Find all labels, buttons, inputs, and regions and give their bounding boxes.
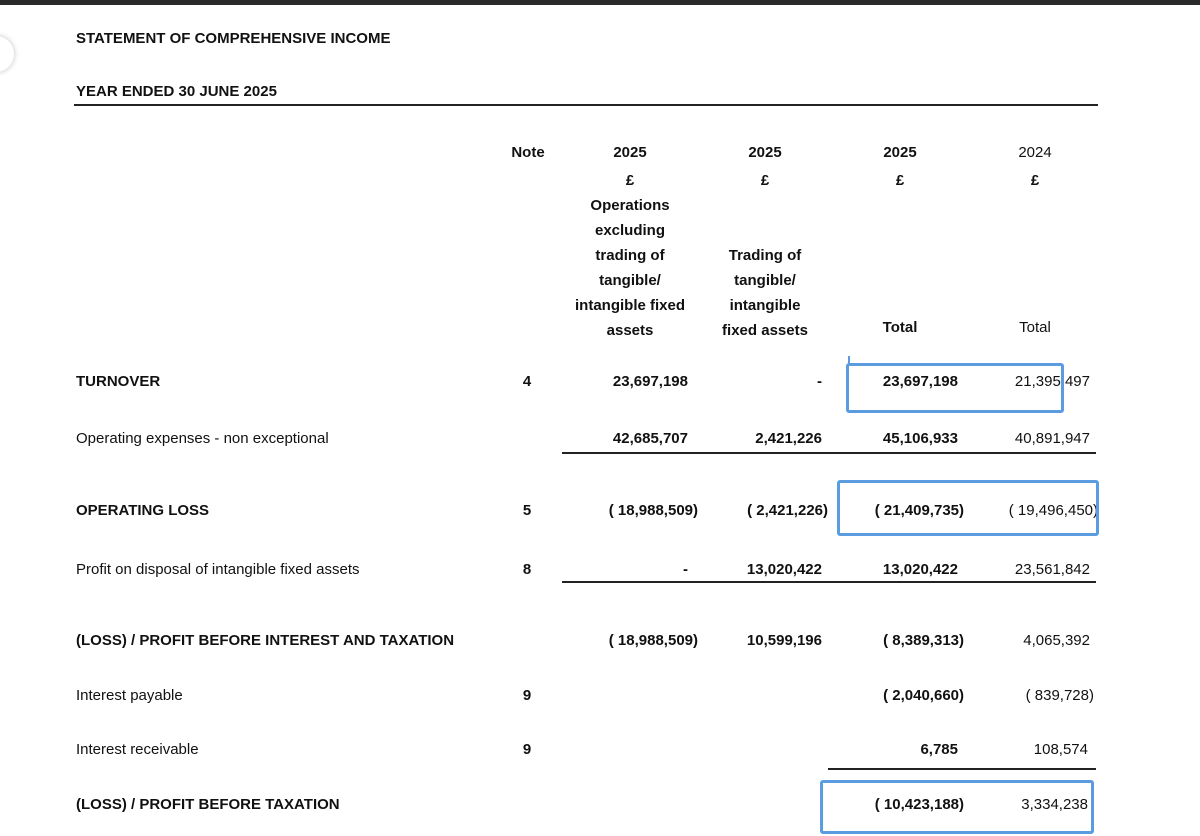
highlight-box-operating-loss bbox=[837, 480, 1099, 536]
row-value-col4: 21,395,497 bbox=[1014, 373, 1090, 390]
row-value-col4: 40,891,947 bbox=[1014, 430, 1090, 447]
row-note: 4 bbox=[522, 373, 532, 390]
row-note: 5 bbox=[522, 502, 532, 519]
subtotal-rule bbox=[562, 581, 1096, 583]
col2-description: Trading of tangible/ intangible fixed assets bbox=[722, 247, 808, 339]
row-label-interest-receivable: Interest receivable bbox=[76, 741, 199, 758]
row-value-col2: - bbox=[817, 373, 822, 390]
row-value-col3: 23,697,198 bbox=[882, 373, 958, 390]
row-note: 8 bbox=[522, 561, 532, 578]
subtotal-rule bbox=[562, 452, 1096, 454]
col4-currency: £ bbox=[1030, 172, 1040, 189]
col4-description: Total bbox=[1019, 319, 1051, 336]
row-note: 9 bbox=[522, 741, 532, 758]
row-value-col2: ( 2,421,226) bbox=[747, 502, 828, 519]
row-label-operating-loss: OPERATING LOSS bbox=[76, 502, 210, 519]
row-label-operating-expenses: Operating expenses - non exceptional bbox=[76, 430, 329, 447]
row-note: 9 bbox=[522, 687, 532, 704]
row-value-col1: ( 18,988,509) bbox=[608, 502, 698, 519]
col1-description: Operations excluding trading of tangible/ intangible fixed assets bbox=[575, 197, 686, 339]
highlight-box-turnover bbox=[846, 363, 1064, 413]
row-value-col1: 42,685,707 bbox=[612, 430, 688, 447]
statement-subtitle: YEAR ENDED 30 JUNE 2025 bbox=[76, 83, 277, 100]
col1-year: 2025 bbox=[613, 144, 647, 161]
row-value-col3: 6,785 bbox=[920, 741, 958, 758]
row-label-interest-payable: Interest payable bbox=[76, 687, 183, 704]
row-label-loss-before-interest: (LOSS) / PROFIT BEFORE INTEREST AND TAXATION bbox=[76, 632, 455, 649]
col3-currency: £ bbox=[895, 172, 905, 189]
note-column-header: Note bbox=[511, 144, 545, 161]
statement-title: STATEMENT OF COMPREHENSIVE INCOME bbox=[76, 30, 391, 47]
row-value-col4: 3,334,238 bbox=[1021, 796, 1088, 813]
row-value-col4: ( 19,496,450) bbox=[1008, 502, 1098, 519]
col3-description: Total bbox=[882, 319, 918, 336]
scroll-handle[interactable] bbox=[0, 36, 14, 72]
row-value-col4: 23,561,842 bbox=[1014, 561, 1090, 578]
row-value-col1: 23,697,198 bbox=[612, 373, 688, 390]
col2-year: 2025 bbox=[748, 144, 782, 161]
row-value-col1: - bbox=[683, 561, 688, 578]
row-value-col3: 13,020,422 bbox=[882, 561, 958, 578]
row-label-profit-on-disposal: Profit on disposal of intangible fixed assets bbox=[76, 561, 360, 578]
row-label-loss-before-taxation: (LOSS) / PROFIT BEFORE TAXATION bbox=[76, 796, 340, 813]
col4-year: 2024 bbox=[1018, 144, 1052, 161]
subtotal-rule bbox=[828, 768, 1096, 770]
row-value-col4: 108,574 bbox=[1033, 741, 1088, 758]
row-value-col4: 4,065,392 bbox=[1023, 632, 1090, 649]
header-rule bbox=[74, 104, 1098, 106]
row-value-col3: ( 10,423,188) bbox=[874, 796, 964, 813]
row-value-col3: 45,106,933 bbox=[882, 430, 958, 447]
col1-currency: £ bbox=[625, 172, 635, 189]
row-value-col3: ( 21,409,735) bbox=[874, 502, 964, 519]
col3-year: 2025 bbox=[883, 144, 917, 161]
highlight-box-loss-before-taxation bbox=[820, 780, 1094, 834]
highlight-tick bbox=[848, 356, 850, 366]
top-window-bar bbox=[0, 0, 1200, 5]
row-value-col3: ( 2,040,660) bbox=[883, 687, 964, 704]
row-label-turnover: TURNOVER bbox=[76, 373, 161, 390]
col2-currency: £ bbox=[760, 172, 770, 189]
row-value-col2: 2,421,226 bbox=[755, 430, 822, 447]
row-value-col4: ( 839,728) bbox=[1025, 687, 1094, 704]
row-value-col2: 10,599,196 bbox=[746, 632, 822, 649]
row-value-col2: 13,020,422 bbox=[746, 561, 822, 578]
row-value-col1: ( 18,988,509) bbox=[608, 632, 698, 649]
row-value-col3: ( 8,389,313) bbox=[883, 632, 964, 649]
